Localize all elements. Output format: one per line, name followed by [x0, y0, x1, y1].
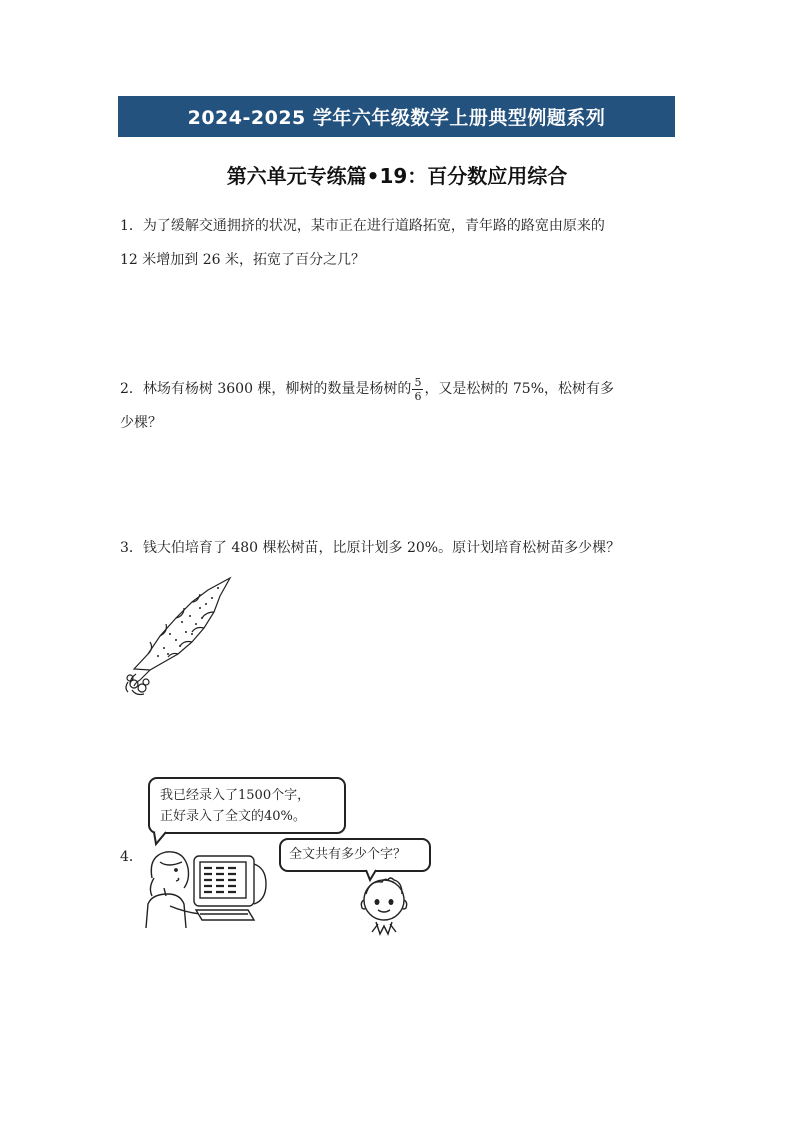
fraction-denominator: 6	[414, 389, 422, 403]
question-2-text-pre: 2．林场有杨树 3600 棵，柳树的数量是杨树的	[120, 381, 412, 397]
girl-at-computer-illustration	[140, 838, 275, 930]
question-1	[120, 209, 680, 277]
bubble-girl-line-1: 我已经录入了1500个字，	[160, 788, 311, 803]
question-3	[120, 531, 680, 565]
question-4-number: 4．	[120, 849, 143, 865]
banner-title: 2024-2025 学年六年级数学上册典型例题系列	[187, 107, 606, 129]
question-2-line-1	[120, 372, 680, 406]
question-2-text-post: ，又是松树的 75%，松树有多	[424, 381, 615, 397]
question-1-line-1: 1．为了缓解交通拥挤的状况，某市正在进行道路拓宽，青年路的路宽由原来的	[120, 218, 605, 234]
boy-illustration	[354, 872, 414, 936]
page-subtitle: 第六单元专练篇•19：百分数应用综合	[226, 164, 568, 188]
question-1-line-2: 12 米增加到 26 米，拓宽了百分之几？	[120, 252, 365, 268]
question-3-text: 3．钱大伯培育了 480 棵松树苗，比原计划多 20%。原计划培育松树苗多少棵？	[120, 540, 621, 556]
fraction-numerator: 5	[414, 375, 422, 389]
bubble-girl-line-2: 正好录入了全文的40%。	[160, 809, 306, 824]
fraction	[412, 376, 423, 403]
question-2-line-2: 少棵？	[120, 415, 162, 431]
pine-seedling-illustration	[120, 574, 240, 699]
question-2	[120, 372, 680, 440]
title-banner	[118, 96, 675, 137]
speech-bubble-boy	[279, 838, 431, 872]
bubble-boy-text: 全文共有多少个字？	[289, 847, 407, 862]
speech-bubble-girl	[148, 777, 346, 834]
